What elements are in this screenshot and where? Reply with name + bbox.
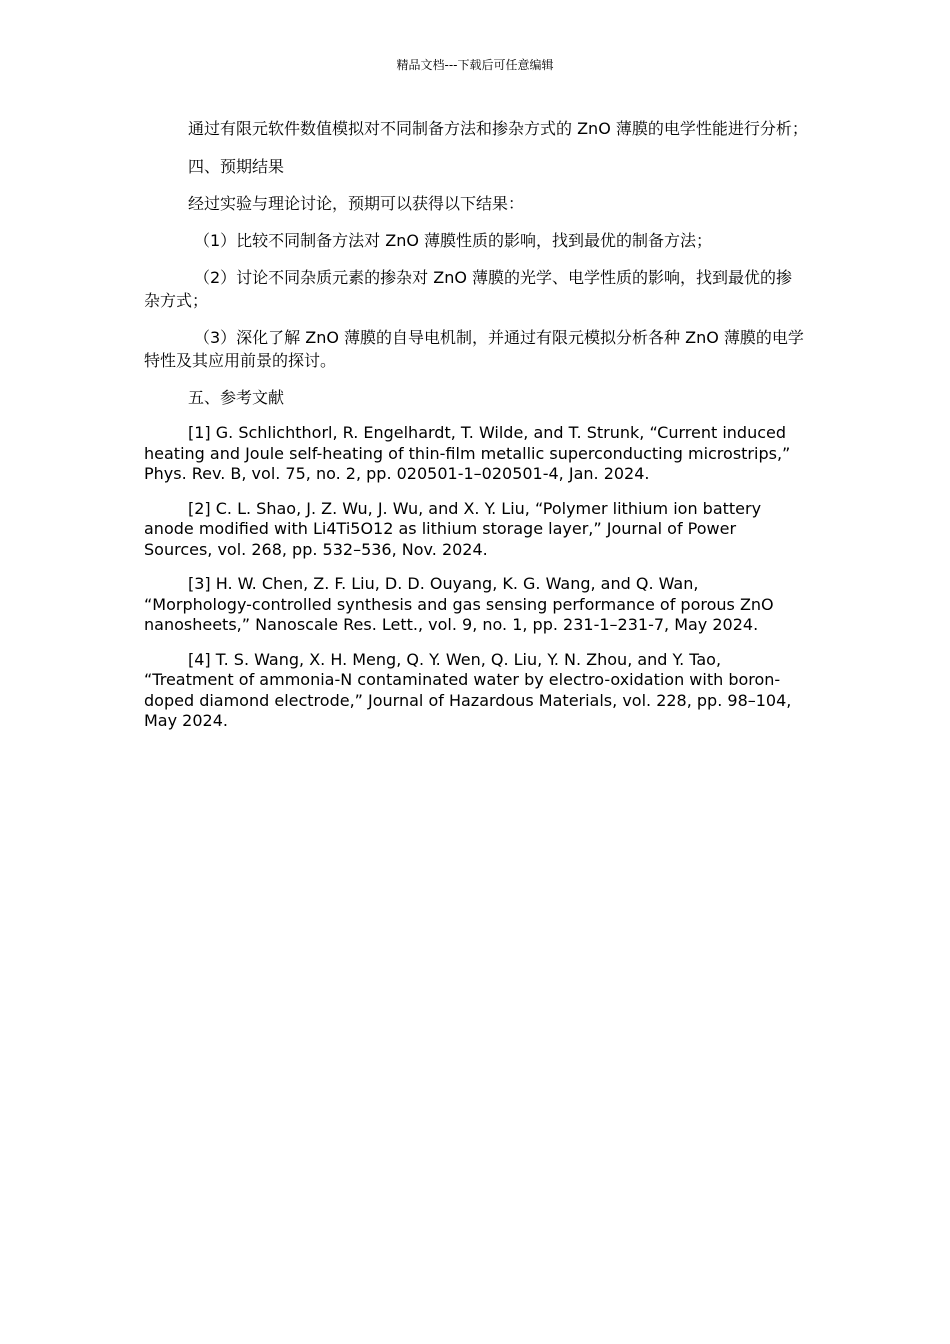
result-item-2: （2）讨论不同杂质元素的掺杂对 ZnO 薄膜的光学、电学性质的影响，找到最优的掺杂方式； [144,268,793,310]
reference-item-4: [4] T. S. Wang, X. H. Meng, Q. Y. Wen, Q. Liu, Y. N. Zhou, and Y. Tao, “Treatment of ammonia-N contaminated water by electro-oxidation with boron-doped diamond electrode,” Journal of Hazardous Materials, vol. 228, pp. 98–104, May 2024. [144,649,792,730]
result-item-3: （3）深化了解 ZnO 薄膜的自导电机制，并通过有限元模拟分析各种 ZnO 薄膜的电学特性及其应用前景的探讨。 [144,328,804,370]
section-heading-expected-results: 四、预期结果 [188,157,285,176]
result-item-1: （1）比较不同制备方法对 ZnO 薄膜性质的影响，找到最优的制备方法； [194,231,713,250]
reference-item-2: [2] C. L. Shao, J. Z. Wu, J. Wu, and X. Y. Liu, “Polymer lithium ion battery anode modified with Li4Ti5O12 as lithium storage layer,” Journal of Power Sources, vol. 268, pp. 532–536, Nov. 2024. [144,498,762,559]
results-lead-paragraph: 经过实验与理论讨论，预期可以获得以下结果： [188,194,525,213]
section-heading-references: 五、参考文献 [188,388,285,407]
page-header: 精品文档---下载后可任意编辑 [396,58,554,72]
reference-item-3: [3] H. W. Chen, Z. F. Liu, D. D. Ouyang, K. G. Wang, and Q. Wan, “Morphology-controlled synthesis and gas sensing performance of porous ZnO nanosheets,” Nanoscale Res. Lett., vol. 9, no. 1, pp. 231-1–231-7, May 2024. [144,574,774,634]
reference-item-1: [1] G. Schlichthorl, R. Engelhardt, T. Wilde, and T. Strunk, “Current induced heating and Joule self-heating of thin-film metallic superconducting microstrips,” Phys. Rev. B, vol. 75, no. 2, pp. 020501-1–020501-4, Jan. 2024. [144,423,791,483]
intro-paragraph: 通过有限元软件数值模拟对不同制备方法和掺杂方式的 ZnO 薄膜的电学性能进行分析； [188,119,808,138]
document-body [144,117,808,746]
